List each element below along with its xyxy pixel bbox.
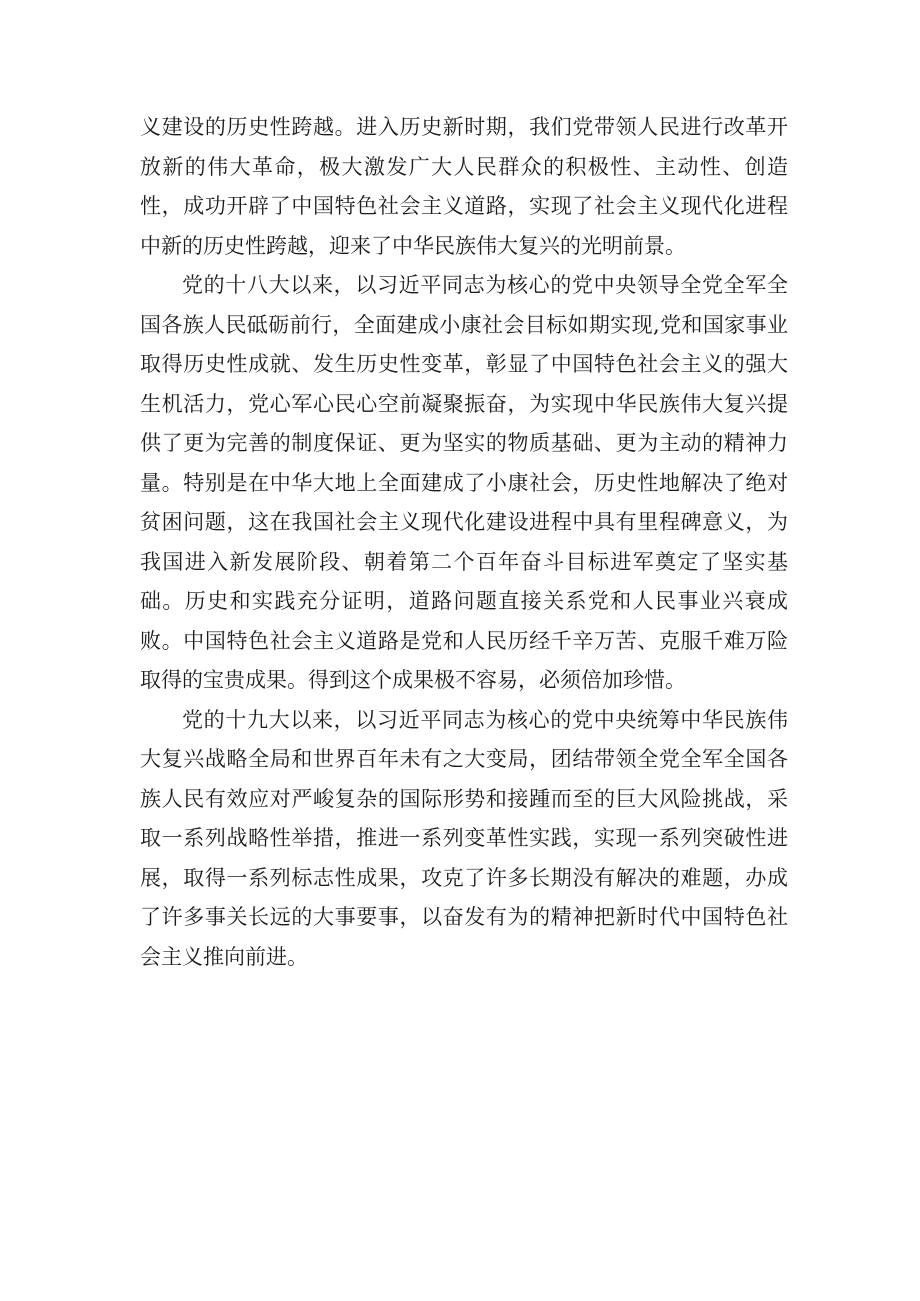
- document-body: [140, 108, 788, 977]
- paragraph-2: 党的十八大以来，以习近平同志为核心的党中央领导全党全军全国各族人民砥砺前行，全面建成小康社会目标如期实现,党和国家事业取得历史性成就、发生历史性变革，彰显了中国特色社会主义的强大生机活力，党心军心民心空前凝聚振奋，为实现中华民族伟大复兴提供了更为完善的制度保证、更为坚实的物质基础、更为主动的精神力量。特别是在中华大地上全面建成了小康社会，历史性地解决了绝对贫困问题，这在我国社会主义现代化建设进程中具有里程碑意义，为我国进入新发展阶段、朝着第二个百年奋斗目标进军奠定了坚实基础。历史和实践充分证明，道路问题直接关系党和人民事业兴衰成败。中国特色社会主义道路是党和人民历经千辛万苦、克服千难万险取得的宝贵成果。得到这个成果极不容易，必须倍加珍惜。: [140, 273, 788, 692]
- paragraph-1: 义建设的历史性跨越。进入历史新时期，我们党带领人民进行改革开放新的伟大革命，极大激发广大人民群众的积极性、主动性、创造性，成功开辟了中国特色社会主义道路，实现了社会主义现代化进程中新的历史性跨越，迎来了中华民族伟大复兴的光明前景。: [140, 115, 788, 258]
- paragraph-3: 党的十九大以来，以习近平同志为核心的党中央统筹中华民族伟大复兴战略全局和世界百年未有之大变局，团结带领全党全军全国各族人民有效应对严峻复杂的国际形势和接踵而至的巨大风险挑战，采取一系列战略性举措，推进一系列变革性实践，实现一系列突破性进展，取得一系列标志性成果，攻克了许多长期没有解决的难题，办成了许多事关长远的大事要事，以奋发有为的精神把新时代中国特色社会主义推向前进。: [140, 707, 788, 969]
